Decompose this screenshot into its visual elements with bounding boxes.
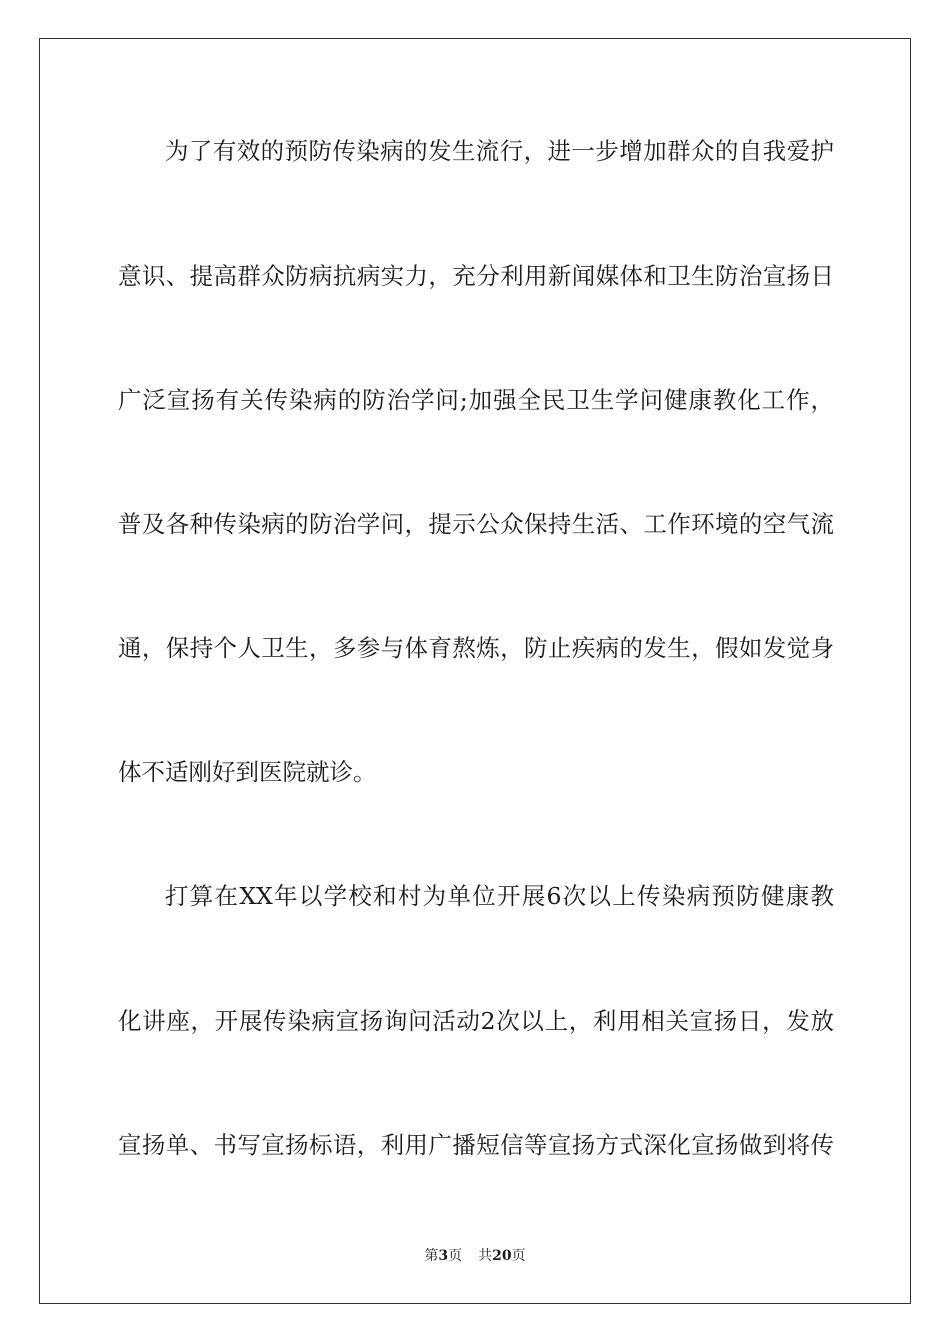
paragraph-2-line-2: 化讲座，开展传染病宣扬询问活动2次以上，利用相关宣扬日，发放 <box>118 1007 834 1035</box>
paragraph-2-line-1: 打算在XX年以学校和村为单位开展6次以上传染病预防健康教 <box>165 882 834 910</box>
paragraph-1-line-2: 意识、提高群众防病抗病实力，充分利用新闻媒体和卫生防治宣扬日 <box>118 262 834 290</box>
page-prefix: 第 <box>424 1248 439 1264</box>
paragraph-1-line-5: 通，保持个人卫生，多参与体育熬炼，防止疾病的发生，假如发觉身 <box>118 634 834 662</box>
paragraph-1-line-1: 为了有效的预防传染病的发生流行，进一步增加群众的自我爱护 <box>165 137 834 165</box>
paragraph-2-line-3: 宣扬单、书写宣扬标语，利用广播短信等宣扬方式深化宣扬做到将传 <box>118 1131 834 1159</box>
total-prefix: 共 <box>478 1248 493 1264</box>
total-suffix: 页 <box>511 1248 526 1264</box>
page-suffix: 页 <box>448 1248 463 1264</box>
page-border <box>39 38 911 1304</box>
paragraph-1-line-3: 广泛宣扬有关传染病的防治学问;加强全民卫生学问健康教化工作， <box>118 386 834 414</box>
page-footer <box>0 1247 950 1265</box>
paragraph-1-line-6: 体不适刚好到医院就诊。 <box>118 758 377 786</box>
total-page-count: 20 <box>492 1248 512 1264</box>
current-page-number: 3 <box>438 1248 449 1264</box>
paragraph-1-line-4: 普及各种传染病的防治学问，提示公众保持生活、工作环境的空气流 <box>118 510 834 538</box>
